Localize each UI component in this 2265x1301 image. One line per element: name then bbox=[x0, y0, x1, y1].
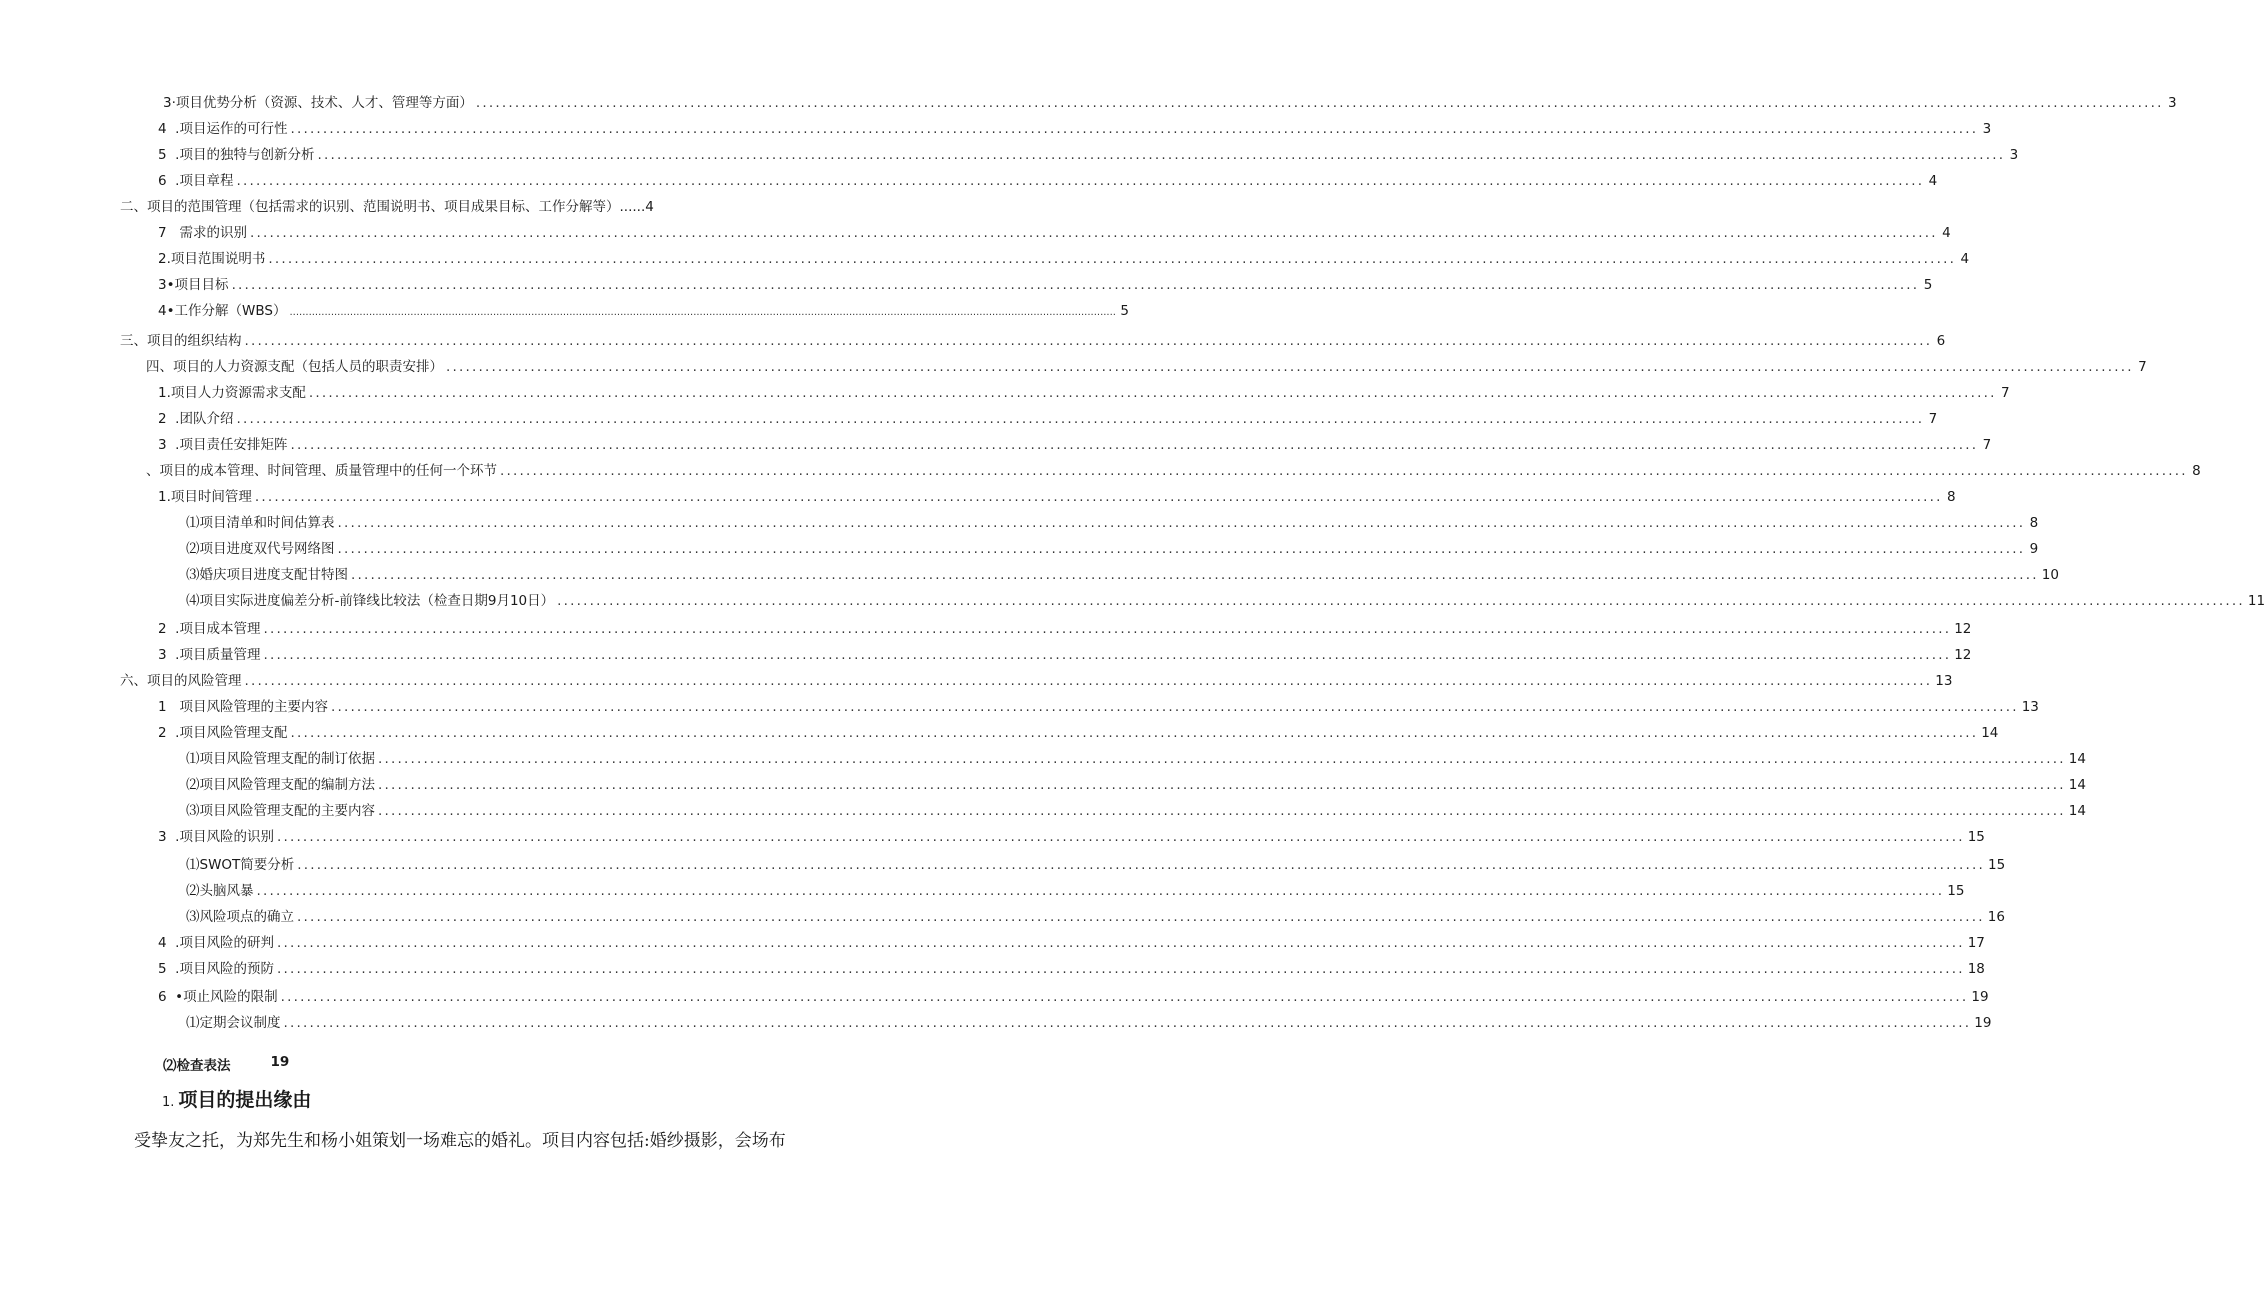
toc-entry-label: ⑶项目风险管理支配的主要内容 bbox=[186, 803, 375, 819]
toc-entry-label: 3 .项目质量管理 bbox=[158, 647, 261, 663]
toc-dot-leader: .................................................................................................................................................................................................................................................................... bbox=[351, 567, 2039, 583]
toc-entry[interactable] bbox=[158, 696, 2039, 718]
toc-dot-leader: .................................................................................................................................................................................................................................................................... bbox=[268, 251, 1957, 267]
toc-dot-leader: .................................................................................................................................................................................................................................................................... bbox=[280, 989, 1969, 1005]
orphan-entry-page: 19 bbox=[270, 1054, 290, 1070]
toc-entry-page: 4 bbox=[1942, 225, 1951, 241]
body-paragraph: 受挚友之托，为郑先生和杨小姐策划一场难忘的婚礼。项目内容包括:婚纱摄影，会场布 bbox=[134, 1131, 786, 1151]
toc-entry[interactable] bbox=[146, 460, 2201, 482]
toc-dot-leader: .................................................................................................................................................................................................................................................................... bbox=[236, 173, 1925, 189]
toc-entry-page: 11 bbox=[2247, 593, 2265, 609]
toc-entry-page: 15 bbox=[1988, 857, 2006, 873]
toc-entry[interactable] bbox=[158, 932, 1985, 954]
toc-entry-label: 5 .项目的独特与创新分析 bbox=[158, 147, 315, 163]
toc-entry-label: 4 .项目风险的研判 bbox=[158, 935, 274, 951]
toc-entry-label: 2 .团队介绍 bbox=[158, 411, 234, 427]
toc-entry-label: 2 .项目风险管理支配 bbox=[158, 725, 288, 741]
toc-entry-page: 7 bbox=[1982, 437, 1992, 453]
section-number: 1. bbox=[162, 1095, 175, 1110]
toc-entry-label: 三、项目的组织结构 bbox=[120, 333, 242, 349]
toc-entry-page: 7 bbox=[2138, 359, 2147, 375]
toc-entry[interactable] bbox=[120, 330, 1946, 352]
toc-entry-page: 3 bbox=[2009, 147, 2019, 163]
orphan-entry-label: ⑵检查表法 bbox=[163, 1058, 231, 1074]
toc-dot-leader: .................................................................................................................................................................................................................................................................... bbox=[475, 95, 2164, 111]
toc-dot-leader: .................................................................................................................................................................................................................................................................... bbox=[290, 437, 1979, 453]
toc-entry-page: 15 bbox=[1947, 883, 1965, 899]
toc-entry-page: 5 bbox=[1923, 277, 1933, 293]
section-heading bbox=[162, 1085, 311, 1112]
toc-entry[interactable] bbox=[158, 222, 1951, 244]
toc-dot-leader: .................................................................................................................................................................................................................................................................... bbox=[256, 883, 1945, 899]
toc-entry[interactable] bbox=[186, 880, 1965, 902]
toc-entry-label: 4•工作分解（WBS） bbox=[158, 303, 287, 319]
toc-entry[interactable] bbox=[158, 248, 1970, 270]
toc-entry-label: ⑴项目清单和时间估算表 bbox=[186, 515, 335, 531]
toc-dot-leader: .................................................................................................................................................................................................................................................................... bbox=[276, 829, 1965, 845]
toc-dot-leader: .................................................................................................................................................................................................................................................................... bbox=[378, 751, 2066, 767]
toc-entry-page: 17 bbox=[1967, 935, 1985, 951]
toc-entry[interactable] bbox=[158, 486, 1956, 508]
toc-entry[interactable] bbox=[120, 670, 1953, 692]
toc-entry[interactable] bbox=[158, 144, 2019, 166]
toc-entry-label: ⑵项目风险管理支配的编制方法 bbox=[186, 777, 375, 793]
toc-entry[interactable] bbox=[186, 1012, 1992, 1034]
toc-dot-leader: .................................................................................................................................................................................................................................................................... bbox=[330, 699, 2019, 715]
toc-dot-leader: .................................................................................................................................................................................................................................................................... bbox=[297, 909, 1985, 925]
toc-dot-leader: .................................................................................................................................................................................................................................................................... bbox=[244, 673, 1933, 689]
toc-entry[interactable] bbox=[158, 618, 1972, 640]
toc-entry-page: 19 bbox=[1974, 1015, 1992, 1031]
toc-entry[interactable] bbox=[158, 958, 1985, 980]
toc-entry[interactable] bbox=[163, 92, 2177, 114]
toc-entry-page: 13 bbox=[1935, 673, 1953, 689]
toc-orphan-entry bbox=[163, 1054, 289, 1074]
toc-dot-leader: .................................................................................................................................................................................................................................................................... bbox=[297, 857, 1986, 873]
toc-dot-leader: .................................................................................................................................................................................................................................................................... bbox=[378, 777, 2066, 793]
toc-dot-leader: .................................................................................................................................................................................................................................................................... bbox=[289, 307, 1116, 318]
toc-entry-label: 7 需求的识别 bbox=[158, 225, 247, 241]
toc-entry-label: 4 .项目运作的可行性 bbox=[158, 121, 288, 137]
toc-entry-page: 3 bbox=[1982, 121, 1992, 137]
toc-entry-label: ⑵项目进度双代号网络图 bbox=[186, 541, 335, 557]
toc-entry-page: 14 bbox=[2068, 803, 2086, 819]
toc-dot-leader: .................................................................................................................................................................................................................................................................... bbox=[263, 647, 1952, 663]
toc-dot-leader: .................................................................................................................................................................................................................................................................... bbox=[254, 489, 1943, 505]
toc-entry-label: 2 .项目成本管理 bbox=[158, 621, 261, 637]
toc-entry-page: 8 bbox=[2029, 515, 2039, 531]
toc-dot-leader: .................................................................................................................................................................................................................................................................... bbox=[337, 541, 2026, 557]
toc-entry-page: 12 bbox=[1954, 621, 1972, 637]
toc-entry-label: ⑷项目实际进度偏差分析-前锋线比较法（检查日期9月10日） bbox=[186, 593, 555, 609]
toc-dot-leader: .................................................................................................................................................................................................................................................................... bbox=[249, 225, 1938, 241]
toc-entry-label: ⑴SWOT简要分析 bbox=[186, 857, 295, 873]
toc-entry-page: 3 bbox=[2168, 95, 2177, 111]
toc-entry[interactable] bbox=[158, 274, 1933, 296]
toc-entry[interactable] bbox=[158, 986, 1989, 1008]
toc-entry-label: ⑴项目风险管理支配的制订依据 bbox=[186, 751, 375, 767]
toc-entry-label: 1.项目时间管理 bbox=[158, 489, 252, 505]
toc-entry-label: 1.项目人力资源需求支配 bbox=[158, 385, 306, 401]
toc-entry[interactable] bbox=[158, 644, 1972, 666]
toc-entry-page: 8 bbox=[1947, 489, 1956, 505]
toc-entry-label: ⑴定期会议制度 bbox=[186, 1015, 281, 1031]
toc-entry-label: 二、项目的范围管理（包括需求的识别、范围说明书、项目成果目标、工作分解等）......4 bbox=[120, 199, 654, 215]
toc-entry-label: 3 .项目责任安排矩阵 bbox=[158, 437, 288, 453]
toc-entry-page: 10 bbox=[2041, 567, 2059, 583]
toc-entry[interactable] bbox=[186, 748, 2086, 770]
toc-entry-page: 16 bbox=[1987, 909, 2005, 925]
toc-entry[interactable] bbox=[186, 590, 2265, 612]
toc-entry-label: 、项目的成本管理、时间管理、质量管理中的任何一个环节 bbox=[146, 463, 497, 479]
toc-entry-page: 8 bbox=[2192, 463, 2201, 479]
toc-entry-page: 14 bbox=[2068, 751, 2086, 767]
toc-entry-page: 5 bbox=[1120, 303, 1129, 319]
toc-entry-label: 1 项目风险管理的主要内容 bbox=[158, 699, 328, 715]
toc-dot-leader: .................................................................................................................................................................................................................................................................... bbox=[337, 515, 2026, 531]
toc-entry-label: 四、项目的人力资源支配（包括人员的职责安排） bbox=[146, 359, 443, 375]
toc-entry[interactable] bbox=[186, 564, 2059, 586]
toc-entry[interactable] bbox=[186, 774, 2086, 796]
toc-entry-page: 9 bbox=[2029, 541, 2039, 557]
toc-entry-label: 2.项目范围说明书 bbox=[158, 251, 266, 267]
toc-entry-page: 12 bbox=[1954, 647, 1972, 663]
toc-entry-label: 3 .项目风险的识别 bbox=[158, 829, 274, 845]
toc-entry-page: 14 bbox=[2068, 777, 2086, 793]
toc-dot-leader: .................................................................................................................................................................................................................................................................... bbox=[290, 121, 1979, 137]
toc-entry[interactable] bbox=[158, 170, 1938, 192]
toc-entry[interactable] bbox=[186, 800, 2086, 822]
toc-dot-leader: .................................................................................................................................................................................................................................................................... bbox=[308, 385, 1997, 401]
toc-entry[interactable] bbox=[186, 512, 2039, 534]
toc-dot-leader: .................................................................................................................................................................................................................................................................... bbox=[231, 277, 1920, 293]
toc-entry-page: 18 bbox=[1967, 961, 1985, 977]
toc-entry-page: 14 bbox=[1981, 725, 1999, 741]
toc-entry[interactable] bbox=[146, 356, 2147, 378]
toc-entry-label: ⑵头脑风暴 bbox=[186, 883, 254, 899]
toc-dot-leader: .................................................................................................................................................................................................................................................................... bbox=[446, 359, 2134, 375]
toc-entry-page: 6 bbox=[1936, 333, 1946, 349]
toc-entry[interactable] bbox=[158, 382, 2010, 404]
toc-dot-leader: .................................................................................................................................................................................................................................................................... bbox=[283, 1015, 1972, 1031]
toc-entry[interactable] bbox=[186, 906, 2005, 928]
toc-entry-label: ⑶婚庆项目进度支配甘特图 bbox=[186, 567, 348, 583]
toc-entry[interactable] bbox=[158, 408, 1938, 430]
toc-entry-label: 3•项目目标 bbox=[158, 277, 229, 293]
toc-entry-label: 3·项目优势分析（资源、技术、人才、管理等方面） bbox=[163, 95, 473, 111]
toc-entry-label: ⑶风险项点的确立 bbox=[186, 909, 294, 925]
toc-dot-leader: .................................................................................................................................................................................................................................................................... bbox=[317, 147, 2006, 163]
toc-dot-leader: .................................................................................................................................................................................................................................................................... bbox=[263, 621, 1952, 637]
toc-entry-page: 19 bbox=[1971, 989, 1989, 1005]
toc-entry-page: 4 bbox=[1960, 251, 1970, 267]
toc-entry-page: 15 bbox=[1967, 829, 1985, 845]
toc-dot-leader: .................................................................................................................................................................................................................................................................... bbox=[236, 411, 1925, 427]
toc-entry-label: 6 .项目章程 bbox=[158, 173, 234, 189]
toc-dot-leader: .................................................................................................................................................................................................................................................................... bbox=[244, 333, 1933, 349]
toc-dot-leader: .................................................................................................................................................................................................................................................................... bbox=[557, 593, 2245, 609]
toc-dot-leader: .................................................................................................................................................................................................................................................................... bbox=[276, 935, 1965, 951]
toc-entry-label: 六、项目的风险管理 bbox=[120, 673, 242, 689]
toc-entry-page: 7 bbox=[2001, 385, 2010, 401]
toc-entry-label: 6 •项止风险的限制 bbox=[158, 989, 278, 1005]
toc-entry[interactable] bbox=[158, 300, 1129, 322]
toc-dot-leader: .................................................................................................................................................................................................................................................................... bbox=[276, 961, 1965, 977]
section-title: 项目的提出缘由 bbox=[178, 1089, 312, 1111]
toc-entry[interactable] bbox=[158, 826, 1985, 848]
toc-entry[interactable] bbox=[158, 118, 1992, 140]
toc-entry-page: 7 bbox=[1928, 411, 1938, 427]
toc-dot-leader: .................................................................................................................................................................................................................................................................... bbox=[500, 463, 2188, 479]
toc-entry[interactable] bbox=[186, 854, 2006, 876]
toc-entry[interactable] bbox=[120, 196, 740, 218]
toc-entry-page: 4 bbox=[1928, 173, 1938, 189]
toc-entry[interactable] bbox=[158, 722, 1999, 744]
toc-entry-page: 13 bbox=[2021, 699, 2039, 715]
toc-entry[interactable] bbox=[186, 538, 2039, 560]
toc-dot-leader: .................................................................................................................................................................................................................................................................... bbox=[378, 803, 2066, 819]
toc-entry[interactable] bbox=[158, 434, 1992, 456]
toc-entry-label: 5 .项目风险的预防 bbox=[158, 961, 274, 977]
toc-dot-leader: .................................................................................................................................................................................................................................................................... bbox=[290, 725, 1979, 741]
